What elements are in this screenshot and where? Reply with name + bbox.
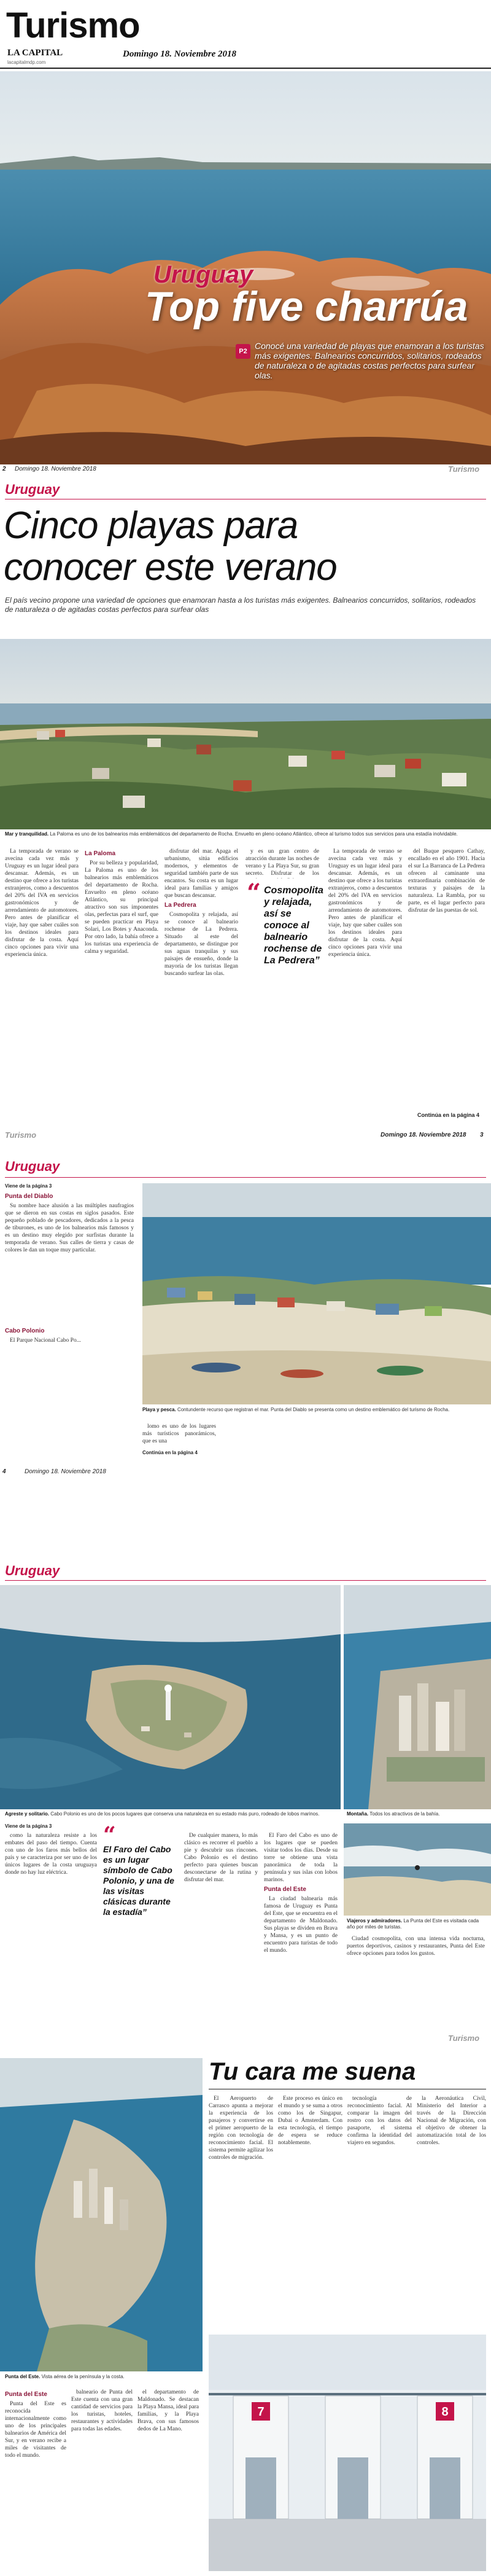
spread-one-folio-brand: Turismo — [5, 1130, 37, 1140]
caption-text: Contundente recurso que registran el mar. Punta del Diablo se presenta como un destino emblemático del turismo de Rocha. — [177, 1407, 450, 1412]
punta-diablo-caption — [142, 1407, 486, 1413]
cover-lead: Conocé una variedad de playas que enamoran a los turistas más exigentes. Balnearios concurridos, solitarios, rodeados de naturaleza o de agitadas costas perfectos para surfear olas. — [255, 341, 484, 380]
article-text: La temporada de verano se avecina cada vez más y Uruguay es un lugar ideal para descansar. Además, es un destino que ofrece a los turistas extranjeros, como a descuentos del 20% del IVA en servicios gastronómicos y de arrendamiento de automotores. Pero antes de planificar el viaje, hay que saber cuáles son los destinos ideales para disfrutar de la costa. Aquí cinco opciones para vivir una experiencia única. — [5, 848, 79, 958]
subhead-la-paloma: La Paloma — [85, 850, 116, 857]
article-text: Ciudad cosmopolita, con una intensa vida nocturna, puertos deportivos, casinos y restaurantes, Punta del Este ofrece opciones para todos los gustos. — [347, 1936, 485, 1957]
spread-one — [0, 479, 491, 1149]
spread-three-folio-brand: Turismo — [448, 2034, 480, 2043]
tu-cara-column-1 — [209, 2095, 273, 2328]
article-text: De cualquier manera, lo más clásico es recorrer el pueblo a pie y descubrir sus rincones. Cabo Polonio es el destino perfecto para quienes buscan desconectarse de la rutina y disfrutar del mar. — [184, 1833, 258, 1883]
airport-gates-image — [209, 2335, 486, 2571]
spread-one-folio-num: 3 — [480, 1132, 484, 1138]
article-text: como la naturaleza resiste a los embates del paso del tiempo. Cuenta con uno de los faros más bellos del país y se caracteriza por ser uno de los únicos lugares de la costa uruguaya donde no hay luz eléctrica. — [5, 1833, 97, 1876]
surf-image — [344, 1823, 491, 1916]
continues-note: Continúa en la página 4 — [142, 1450, 198, 1455]
article-text: El Parque Nacional Cabo Po... — [10, 1337, 81, 1344]
cover-page-badge: P2 — [236, 344, 250, 359]
este-column-2 — [71, 2389, 133, 2567]
article-text: El Aeropuerto de Carrasco apunta a mejorar la experiencia de los pasajeros y convertirse en el primer aeropuerto de la región con tecnología de reconocimiento facial. El sistema permite agilizar los controles de migración. — [209, 2096, 273, 2161]
cover-folio-brand: Turismo — [448, 464, 480, 474]
article-column-6 — [408, 848, 485, 1094]
from-note: Viene de la página 3 — [5, 1823, 52, 1829]
polonio-column-3 — [264, 1832, 338, 2016]
svg-text:8: 8 — [441, 2405, 449, 2419]
tu-cara-title: Tu cara me suena — [209, 2058, 416, 2085]
punta-diablo-image — [142, 1183, 491, 1404]
article-text: La ciudad balnearia más famosa de Uruguay es Punta del Este, que se encuentra en el departamento de Maldonado. Sus playas se dividen en Brava y Mansa, y es un punto de encuentro para turistas de todo el mundo. — [264, 1896, 338, 1954]
spread-three-kicker: Uruguay — [5, 1563, 60, 1578]
article-column-3 — [164, 848, 238, 1106]
punta-diablo-photo — [142, 1183, 491, 1404]
diablo-column — [5, 1191, 134, 1535]
cabo-polonio-image — [0, 1585, 341, 1809]
headline-line-2: conocer este verano — [4, 546, 337, 589]
caption-bold: Montaña. — [347, 1811, 369, 1817]
masthead-section: Turismo — [6, 6, 140, 45]
tu-cara-column-4 — [417, 2095, 486, 2328]
spread-two-folio-num: 4 — [2, 1468, 6, 1475]
kicker-rule — [5, 1580, 486, 1581]
spread-four — [0, 2052, 491, 2576]
punta-este-photo — [0, 2058, 203, 2371]
subhead-punta-del-este: Punta del Este — [5, 2391, 47, 2398]
punta-este-aerial-image — [344, 1585, 491, 1809]
cabo-polonio-photo — [0, 1585, 341, 1809]
cover-date: Domingo 18. Noviembre 2018 — [123, 49, 236, 59]
article-text: lomo es uno de los lugares más turísticos panorámicos, que es una — [142, 1423, 216, 1444]
la-paloma-image — [0, 639, 491, 829]
article-text: balneario de Punta del Este cuenta con una gran cantidad de servicios para los turistas, hoteles, restaurantes y actividades para todas las edades. — [71, 2389, 133, 2432]
este-column-3 — [137, 2389, 199, 2567]
caption-text: La Paloma es uno de los balnearios más emblemáticos del departamento de Rocha. Envuelto en pleno océano Atlántico, ofrece al turismo todos sus servicios para una estadía inolvidable. — [50, 831, 458, 837]
montana-caption — [347, 1811, 488, 1817]
este-column-1 — [5, 2389, 66, 2567]
article-text: tecnología de reconocimiento facial. Al comparar la imagen del rostro con los datos del pasaporte, el sistema confirma la identidad del viajero en segundos. — [347, 2096, 412, 2146]
article-text: La temporada de verano se avecina cada vez más y Uruguay es un lugar ideal para descansar. Además, es un destino que ofrece a los turistas extranjeros, como a descuentos del 20% del IVA en servicios gastronómicos y de arrendamiento de automotores. Pero antes de planificar el viaje, hay que saber cuáles son los destinos ideales para disfrutar de la costa. Aquí cinco opciones para vivir una experiencia única. — [328, 848, 402, 958]
caption-bold: Punta del Este. — [5, 2374, 41, 2379]
caption-bold: Agreste y solitario. — [5, 1811, 50, 1817]
pull-quote: El Faro del Cabo es un lugar símbolo de Cabo Polonio, y una de las visitas clásicas durante la estadía” — [103, 1844, 174, 1917]
cover-kicker: Uruguay — [153, 261, 253, 288]
pull-quote: Cosmopolita y relajada, así se conoce al balneario rochense de La Pedrera” — [264, 885, 323, 966]
la-paloma-caption — [5, 831, 484, 837]
tu-cara-column-3 — [347, 2095, 412, 2328]
quote-mark-icon: “ — [103, 1822, 116, 1848]
polonio-column-4 — [347, 1935, 485, 2015]
caption-bold: Playa y pesca. — [142, 1407, 176, 1412]
caption-bold: Mar y tranquilidad. — [5, 831, 49, 837]
article-column-1 — [5, 848, 79, 1106]
deck: El país vecino propone una variedad de opciones que enamoran hasta a los turistas más exigentes. Balnearios concurridos, solitarios, rodeados de naturaleza o de agitadas costas perfectos para surfear olas — [5, 596, 476, 614]
tu-cara-column-2 — [278, 2095, 342, 2328]
continues-note: Continúa en la página 4 — [417, 1112, 480, 1118]
quote-mark-icon: “ — [247, 879, 261, 907]
article-text: Cosmopolita y relajada, así se conoce al balneario rochense de La Pedrera. Situado al este del departamento, se distingue por sus aguas tranquilas y sus paisajes de ensueño, donde la mayoría de los turistas llegan buscando surfear las olas. — [164, 912, 238, 977]
article-text: del Buque pesquero Cathay, encallado en el año 1901. Hacia el sur La Barranca de La Pedrera ofrecen al caminante una extraordinaria combinación de texturas y paisajes de la naturaleza. La Rambla, por su parte, es el lugar perfecto para disfrutar de las puestas de sol. — [408, 848, 485, 914]
subhead-punta-del-diablo: Punta del Diablo — [5, 1193, 53, 1200]
caption-text: Vista aérea de la península y la costa. — [41, 2374, 125, 2379]
article-column-2 — [85, 848, 158, 1106]
punta-este-image — [0, 2058, 203, 2371]
svg-text:7: 7 — [257, 2405, 265, 2419]
article-text: Su nombre hace alusión a las múltiples naufragios que se dieron en sus costas en siglos pasados. Este pequeño poblado de pescadores, dedicados a la pesca de tiburones, es uno de los balnearios más famosos y es un destino muy elegido por surfistas durante la temporada de verano. Sus calles de tierra y casas de colores le dan un toque muy particular. — [5, 1203, 134, 1253]
caption-bold: Viajeros y admiradores. — [347, 1918, 403, 1924]
article-text: disfrutar del mar. Apaga el urbanismo, sitúa edificios modernos, y elementos de seguridad también parte de sus encantos. Su costa es un lugar ideal para familias y amigos que buscan descansar. — [164, 848, 238, 899]
cover-page — [0, 0, 491, 473]
article-text: y es un gran centro de atracción durante las noches de verano y La Playa Sur, su gran secreto. Disfrutar de los — [246, 848, 319, 877]
article-text: Este proceso es único en el mundo y se suma a otros como los de Singapur, Dubai o Ámsterdam. Con esta tecnología, el tiempo de espera se reduce notablemente. — [278, 2096, 342, 2146]
viajeros-caption — [347, 1918, 488, 1930]
cover-folio-num: 2 — [2, 466, 6, 472]
article-text: Por su belleza y popularidad, La Paloma es uno de los balnearios más emblemáticos del departamento de Rocha. Envuelto en pleno océano Atlántico, su principal atractivo son sus imponentes olas, perfectas para el surf, que se pueden practicar en Playa Solari, Los Botes y Anaconda. Por otro lado, la bahía ofrece a los turistas una experiencia de calma y seguridad. — [85, 860, 158, 955]
newspaper-logo: LA CAPITAL — [7, 48, 63, 58]
from-note: Viene de la página 3 — [5, 1183, 52, 1189]
headline-line-1: Cinco playas para — [4, 504, 298, 547]
polonio-caption — [5, 1811, 336, 1817]
subhead-la-pedrera: La Pedrera — [164, 902, 196, 909]
article-text: el departamento de Maldonado. Se destacan la Playa Mansa, ideal para familias, y la Playa Brava, con sus famosos dedos de La Mano. — [137, 2389, 199, 2432]
caption-text: Cabo Polonio es uno de los pocos lugares que conserva una naturaleza en su estado más puro, rodeado de lobos marinos. — [50, 1811, 320, 1817]
newspaper-url: lacapitalmdp.com — [7, 60, 46, 65]
cover-title: Top five charrúa — [145, 283, 468, 330]
airport-photo — [209, 2335, 486, 2571]
spread-two-kicker: Uruguay — [5, 1159, 60, 1174]
article-column-6b — [328, 848, 402, 1094]
kicker-rule — [5, 1177, 486, 1178]
spread-one-folio-date: Domingo 18. Noviembre 2018 — [381, 1132, 466, 1138]
la-paloma-photo — [0, 639, 491, 829]
caption-text: La Punta del Este es visitada cada año por miles de turistas. — [347, 1918, 479, 1930]
surf-photo — [344, 1823, 491, 1916]
article-text: El Faro del Cabo es uno de los lugares que se pueden visitar todos los días. Desde su torre se obtiene una vista panorámica de toda la península y sus islas con lobos marinos. — [264, 1833, 338, 1883]
article-text: Punta del Este es reconocida internacionalmente como uno de los principales balnearios de América del Sur, y en verano recibe a miles de visitantes de todo el mundo. — [5, 2401, 66, 2459]
este-caption — [5, 2374, 201, 2380]
subhead-punta-del-este: Punta del Este — [264, 1886, 306, 1893]
spread-one-kicker: Uruguay — [5, 482, 60, 497]
article-column-5 — [246, 848, 319, 879]
punta-este-aerial-photo — [344, 1585, 491, 1809]
spread-two-folio-date: Domingo 18. Noviembre 2018 — [25, 1468, 106, 1475]
subhead-cabo-polonio: Cabo Polonio — [5, 1328, 45, 1334]
masthead-rule — [0, 68, 491, 69]
cover-folio-date: Domingo 18. Noviembre 2018 — [15, 466, 96, 472]
polonio-column-1 — [5, 1832, 97, 2016]
article-text: la Aeronáutica Civil, Ministerio del Interior a través de la Dirección Nacional de Migración, con el objetivo de obtener la automatización total de los controles. — [417, 2096, 486, 2146]
caption-text: Todos los atractivos de la bahía. — [369, 1811, 440, 1817]
spread-three — [0, 1560, 491, 2046]
spread-two — [0, 1155, 491, 1554]
polonio-column-2 — [184, 1832, 258, 2016]
